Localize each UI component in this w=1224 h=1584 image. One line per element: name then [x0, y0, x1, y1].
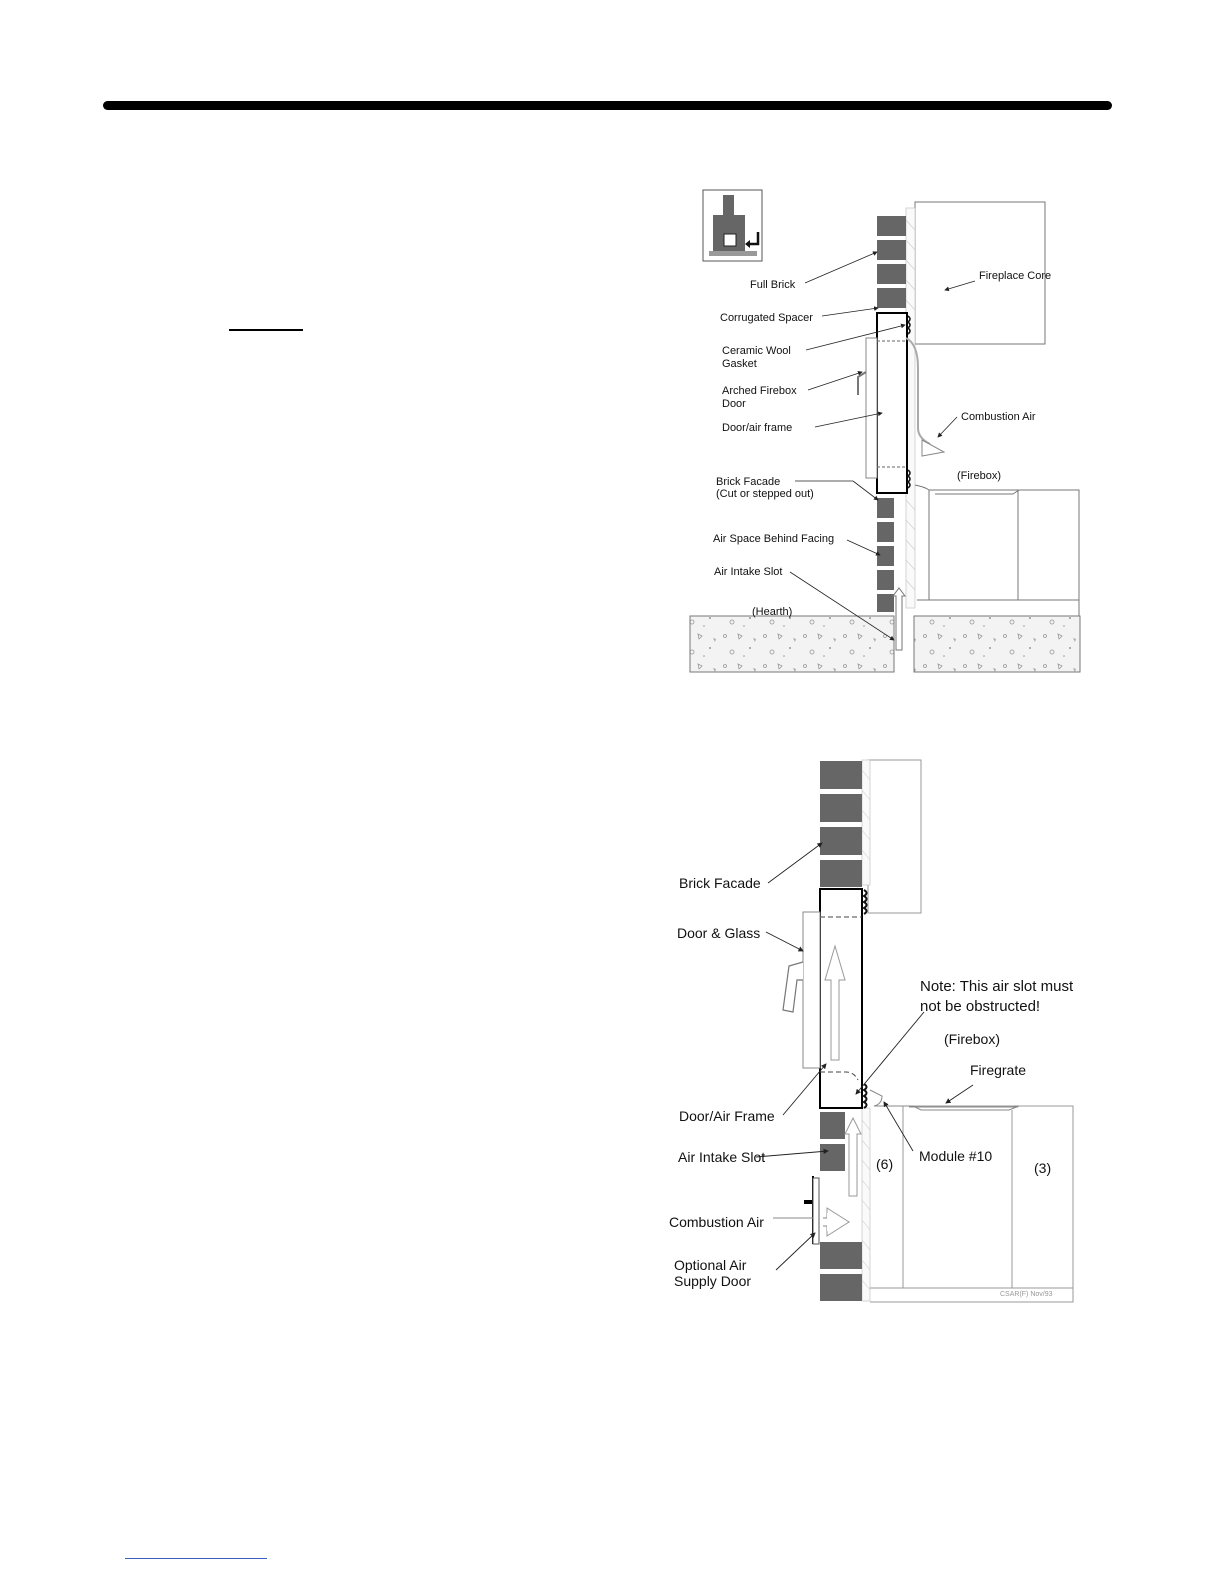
diagram-2: [669, 760, 1074, 1302]
label-drawing-code: CSAR(F) Nov/93: [1000, 1291, 1053, 1298]
label-arched-firebox: Arched Firebox: [722, 385, 797, 397]
label-ceramic-wool: Ceramic Wool: [722, 345, 791, 357]
label-combustion-air: Combustion Air: [961, 411, 1036, 423]
label-fireplace-core: Fireplace Core: [979, 270, 1052, 282]
label-door-air-frame: Door/Air Frame: [679, 1108, 775, 1124]
label-firebox: (Firebox): [957, 470, 1002, 482]
label-brick-facade: Brick Facade: [679, 875, 761, 891]
label-door-air-frame: Door/air frame: [722, 422, 793, 434]
label-full-brick: Full Brick: [750, 279, 796, 291]
label-part-3: (3): [1034, 1160, 1052, 1176]
label-corrugated-spacer: Corrugated Spacer: [720, 312, 813, 324]
label-gasket: Gasket: [722, 358, 757, 370]
label-hearth: (Hearth): [752, 606, 793, 618]
label-note-line-2: not be obstructed!: [920, 998, 1041, 1015]
label-door-glass: Door & Glass: [677, 925, 761, 941]
fireplace-icon: [703, 190, 762, 261]
label-air-space: Air Space Behind Facing: [713, 533, 835, 545]
diagram-1: [690, 190, 1080, 672]
label-part-6: (6): [876, 1156, 894, 1172]
label-brick-facade: Brick Facade: [716, 476, 781, 488]
label-door: Door: [722, 398, 746, 410]
label-air-intake: Air Intake Slot: [714, 566, 783, 578]
label-combustion-air: Combustion Air: [669, 1214, 764, 1230]
label-firebox: (Firebox): [944, 1031, 1001, 1047]
label-supply-door: Supply Door: [674, 1273, 752, 1289]
label-module: Module #10: [919, 1148, 993, 1164]
label-note-line-1: Note: This air slot must: [920, 978, 1074, 995]
label-firegrate: Firegrate: [970, 1062, 1027, 1078]
label-optional-air: Optional Air: [674, 1257, 747, 1273]
label-air-intake: Air Intake Slot: [678, 1149, 766, 1165]
label-cut-or-stepped: (Cut or stepped out): [716, 488, 814, 500]
